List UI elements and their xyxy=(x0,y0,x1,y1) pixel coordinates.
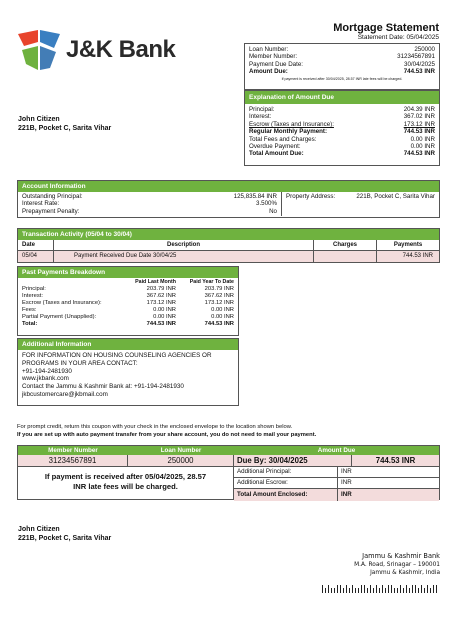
col-charges: Charges xyxy=(314,240,377,250)
col-description: Description xyxy=(54,240,314,250)
explanation-box xyxy=(244,90,440,166)
mailing-bank-name: Jammu & Kashmir Bank xyxy=(362,552,440,560)
explanation-row: Regular Monthly Payment: 744.53 INR xyxy=(249,128,435,136)
col-paid-ytd: Paid Year To Date xyxy=(189,279,234,285)
coupon-box xyxy=(17,445,440,500)
col-amount-due: Amount Due xyxy=(317,447,356,454)
explanation-row: Escrow (Taxes and Insurance): 173.12 INR xyxy=(249,120,435,128)
postal-barcode xyxy=(322,580,440,588)
additional-line: FOR INFORMATION ON HOUSING COUNSELING AGENCIES OR PROGRAMS IN YOUR AREA CONTACT: xyxy=(22,352,212,367)
account-info-box xyxy=(17,180,440,218)
coupon-instruction-bold: If you are set up with auto payment transfer from your share account, you do not need to mail your payment. xyxy=(17,432,317,438)
mailing-address xyxy=(320,552,440,577)
account-row: Prepayment Penalty: No xyxy=(22,207,277,215)
summary-row: Loan Number: 250000 xyxy=(249,46,435,53)
past-row: Interest: 367.62 INR 367.62 INR xyxy=(22,293,234,299)
mailing-line-2: Jammu & Kashmir, India xyxy=(370,570,440,576)
bank-logo xyxy=(16,28,186,74)
explanation-heading: Explanation of Amount Due xyxy=(245,91,439,104)
property-address: Property Address: 221B, Pocket C, Sarita Vihar xyxy=(286,193,435,200)
account-row: Outstanding Principal: 125,835.84 INR xyxy=(22,193,277,200)
transaction-box xyxy=(17,228,440,263)
bank-logo-text: J&K Bank xyxy=(66,36,176,63)
past-row: Partial Payment (Unapplied): 0.00 INR 0.00 INR xyxy=(22,314,234,320)
additional-link[interactable]: www.jkbank.com xyxy=(22,375,69,383)
past-row: Escrow (Taxes and Insurance): 173.12 INR 173.12 INR xyxy=(22,300,234,306)
account-info-heading: Account Information xyxy=(18,181,439,192)
explanation-row: Interest: 367.02 INR xyxy=(249,113,435,121)
summary-row-amount-due: Amount Due: 744.53 INR xyxy=(249,68,435,76)
col-paid-last-month: Paid Last Month xyxy=(135,279,176,285)
summary-row: Payment Due Date: 30/04/2025 xyxy=(249,60,435,68)
mailing-line-1: M.A. Road, Srinagar – 190001 xyxy=(354,562,440,568)
col-loan-number: Loan Number xyxy=(160,447,202,454)
col-payments: Payments xyxy=(377,240,440,250)
transaction-heading: Transaction Activity (05/04 to 30/04) xyxy=(18,229,439,240)
additional-heading: Additional Information xyxy=(18,339,238,350)
past-payments-box xyxy=(17,266,239,336)
customer-name: John Citizen xyxy=(18,116,60,123)
past-row: Principal: 203.79 INR 203.79 INR xyxy=(22,286,234,292)
past-payments-heading: Past Payments Breakdown xyxy=(18,267,238,278)
account-row: Interest Rate: 3.500% xyxy=(22,200,277,208)
coupon-due-by: Due By: 30/04/2025 xyxy=(234,455,352,466)
coupon-row-additional-escrow[interactable]: Additional Escrow: INR xyxy=(234,478,439,489)
coupon-row-additional-principal[interactable]: Additional Principal: INR xyxy=(234,467,439,478)
coupon-loan-number: 250000 xyxy=(128,455,234,466)
barcode-icon xyxy=(322,585,440,593)
coupon-customer-address: 221B, Pocket C, Sarita Vihar xyxy=(18,535,112,542)
coupon-late-note: If payment is received after 05/04/2025, 28.57 INR late fees will be charged. xyxy=(18,467,234,500)
explanation-row: Principal: 204.39 INR xyxy=(249,106,435,113)
statement-title: Mortgage Statement xyxy=(333,22,439,34)
past-row: Fees: 0.00 INR 0.00 INR xyxy=(22,307,234,313)
late-fee-note: If payment is received after 30/04/2025, 28.57 INR late fees will be charged. xyxy=(281,76,403,81)
explanation-row: Total Fees and Charges: 0.00 INR xyxy=(249,135,435,143)
coupon-row-total-enclosed[interactable]: Total Amount Enclosed: INR xyxy=(234,489,439,501)
past-row-total: Total: 744.53 INR 744.53 INR xyxy=(22,321,234,327)
coupon-customer-name: John Citizen xyxy=(18,526,60,533)
col-date: Date xyxy=(22,241,36,248)
explanation-row: Overdue Payment: 0.00 INR xyxy=(249,143,435,151)
coupon-member-number: 31234567891 xyxy=(18,455,128,466)
coupon-amount: 744.53 INR xyxy=(375,456,416,465)
summary-box xyxy=(244,43,440,90)
table-row: 05/04 Payment Received Due Date 30/04/25 744.53 INR xyxy=(18,250,439,262)
coupon-instruction: For prompt credit, return this coupon with your check in the enclosed envelope to the location shown below. xyxy=(17,424,293,430)
additional-info-box xyxy=(17,338,239,406)
col-member-number: Member Number xyxy=(48,447,98,454)
explanation-row-total: Total Amount Due: 744.53 INR xyxy=(249,150,435,158)
additional-line: +91-194-2481930 xyxy=(22,367,72,375)
additional-line: Contact the Jammu & Kashmir Bank at: +91-194-2481930 xyxy=(22,383,184,391)
additional-email[interactable]: jkbcustomercare@jkbmail.com xyxy=(22,390,108,398)
customer-address: 221B, Pocket C, Sarita Vihar xyxy=(18,125,112,132)
bank-logo-icon xyxy=(16,28,60,72)
statement-date: Statement Date: 05/04/2025 xyxy=(357,34,439,41)
summary-row: Member Number: 31234567891 xyxy=(249,53,435,61)
